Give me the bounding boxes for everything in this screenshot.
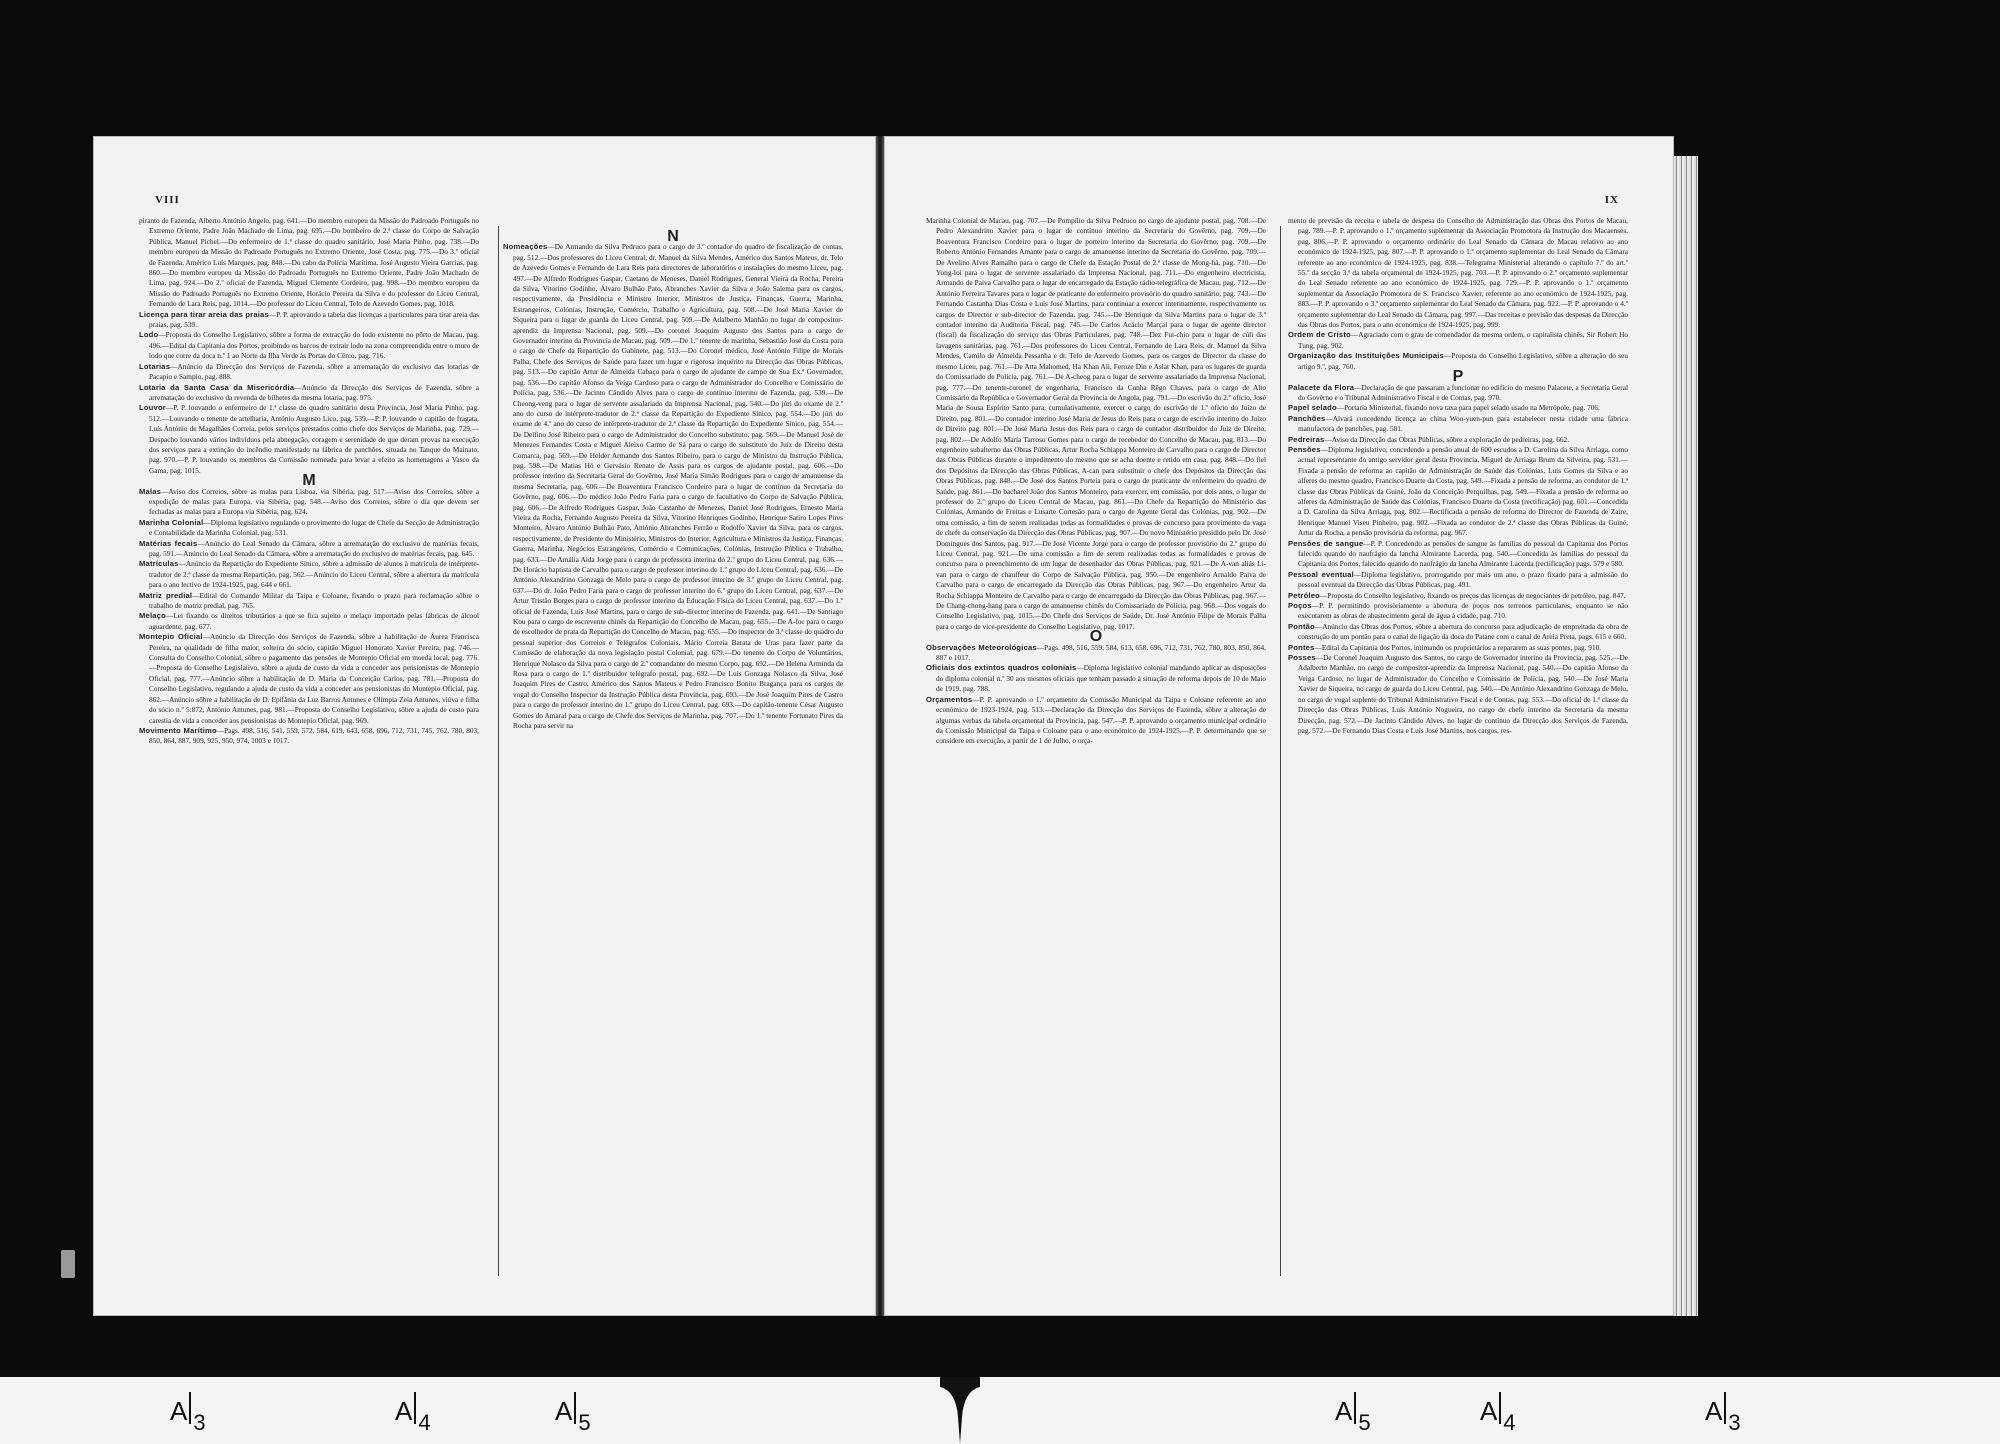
film-mark-letter: A [1705, 1396, 1723, 1426]
film-mark [1480, 1392, 1516, 1436]
entry-body: —Lei fixando os direitos tributários a que se fica sujeito o melaço importado pelas fábricas de álcool aguardente, pag. 677. [149, 611, 479, 631]
film-mark-bar [414, 1392, 416, 1424]
entry-heading: Nomeações [503, 242, 548, 252]
binder-clip [61, 1250, 75, 1278]
index-entry [139, 726, 479, 747]
film-mark-bar [1724, 1392, 1726, 1424]
entry-body: —Agraciado com o grau de comendador da mesma ordem, o capitalista chinês, Sir Robert Ho Tung, pag. 902. [1298, 330, 1628, 350]
film-mark [1335, 1392, 1371, 1436]
right-column-2 [1288, 216, 1628, 736]
film-strip [0, 1377, 2000, 1444]
entry-body: —Edital da Capitania dos Portos, intimando os proprietários a repararem as suas pontes, pag. 910. [1314, 642, 1602, 652]
entry-heading: Orçamentos [926, 694, 973, 704]
film-mark-number: 5 [1358, 1410, 1371, 1435]
entry-heading: Pensões de sangue [1288, 538, 1364, 548]
index-entry [503, 242, 843, 731]
film-mark-number: 4 [1503, 1410, 1516, 1435]
film-mark-number: 5 [578, 1410, 591, 1435]
entry-body: —Pags. 498, 516, 541, 559, 572, 584, 619, 643, 658, 696, 712, 731, 745, 762, 780, 803, 850, 864, 887, 909, 925, 950, 974, 1003 e 1017. [149, 725, 479, 746]
entry-heading: Petróleo [1288, 590, 1320, 600]
section-letter-p: P [1452, 368, 1464, 386]
film-mark-letter: A [1480, 1396, 1498, 1426]
entry-heading: Pontão [1288, 621, 1315, 631]
index-entry [139, 330, 479, 361]
entry-body: —Portaria Ministerial, fixando nova taxa para papel selado usado na Metrópole, pag. 706. [1336, 403, 1600, 413]
entry-body: —Diploma legislativo, concedendo a pensão anual de 600 escudos a D. Carolina da Silva Arriaga, como actual representante do antigo servidor geral desta Provincia, Miguel de Arriaga Brum da Silveira, pag. 531.—Fixada a pensão de reforma ao capitão de Administração de Saúde das Colónias, Luís Gomes da Silva e ao alferes do mesmo quadro, Francisco Duarte da Costa, pag. 549.—Fixada a pensão de reforma, ao condutor de 1.ª classe das Obras Públicas da Guiné, João da Conceição Perquilhas, pag. 549.—Fixada a pensão de reforma ao alferes da Administração de Saúde das Colónias, Francisco Duarte da Costa (rectificação) pag. 601.—Concedida a D. Carolina da Silva Arriaga, pag. 802.—Rectificada a pensão de reforma do Director de Fazenda de Zaire, Henrique Manuel Viseu Pinheiro, pag. 902.—Fixada ao condutor de 2.ª classe das Obras Públicas da Guiné, Artur da Rocha, a pensão provisória da reforma, pag. 967. [1298, 444, 1628, 538]
entry-heading: Palacete da Flora [1288, 382, 1355, 392]
index-entry [139, 310, 479, 331]
film-mark-bar [1354, 1392, 1356, 1424]
film-mark-letter: A [555, 1396, 573, 1426]
index-entry [926, 643, 1266, 664]
index-entry [1288, 653, 1628, 736]
film-mark-bar [1499, 1392, 1501, 1424]
index-entry [1288, 330, 1628, 351]
index-entry [139, 383, 479, 404]
left-page [93, 136, 876, 1316]
book-gutter [876, 136, 884, 1316]
film-mark-number: 4 [418, 1410, 431, 1435]
film-mark-number: 3 [193, 1410, 206, 1435]
left-column-1 [139, 216, 479, 747]
entry-heading: Licença para tirar areia das praias [139, 309, 269, 319]
index-entry [1288, 570, 1628, 591]
left-column-2 [503, 228, 843, 732]
entry-heading: Lotarias [139, 361, 171, 371]
entry-heading: Observações Meteorológicas [926, 642, 1037, 652]
index-entry [139, 611, 479, 632]
entry-body: —Anúncio das Obras dos Portos, sôbre a abertura do concurso para adjudicação de empreitada da obra de construção de um pontão para o canal de ligação da doca do Patane com o canal de Areia Preta, pags. 615 e 660. [1298, 621, 1628, 642]
entry-body: —P. P. aprovando a tabela das licenças a particulares para tirar areia das praias, pag. 539. [149, 309, 479, 330]
index-entry [1288, 591, 1628, 601]
entry-heading: Pedreiras [1288, 434, 1325, 444]
entry-continuation: piranto de Fazenda, Alberto António Angelo, pag. 641.—Do membro europeu da Missão do Padroado Português no Extremo Oriente, Padre João Machado de Lima, pag. 695.—Do bombeiro de 2.ª classe do Corpo de Salvação Pública, Manuel Pichel.—Do enfermeiro de 1.ª classe do quadro sanitário, José Maria Pinho, pag. 738.—Do membro europeu da Missão do Padroado Português no Extremo Oriente, José Costa, pag. 775.—Do 3.º oficial de Fazenda, Américo Luís Marques, pag. 848.—Do cabo da Polícia Marítima, José Augusto Vieira Garcias, pag. 860.—Do membro europeu da Missão do Padroado Português no Extremo Oriente, Padre João Machado de Lima, pag. 924.—Do 2.º oficial de Fazenda, Miguel Clemente Cordeiro, pag. 998.—Do membro europeu da Missão do Padroado Português no Extremo Oriente, Horácio Pereira da Silva e do professor do Liceu Central, Fernando de Lara Reis, pag. 1014.—Do professor do Liceu Central, Telo de Azevedo Gomes, pag. 1018. [139, 216, 479, 309]
index-entry [139, 518, 479, 539]
index-entry [139, 403, 479, 476]
column-rule [498, 226, 499, 1276]
entry-body: —Anúncio da Direcção dos Serviços de Fazenda, sôbre a habilitação de Áurea Francisca Pereira, na qualidade de filha maior, solteira do sócio, capitão Miguel Honorato Xavier Pereira, pag. 746.—Consulta do Conselho Colonial, sôbre o pagamento das pensões de Montepio Oficial em moeda local, pag. 776.—Proposta do Conselho Legislativo, sôbre a ajuda de custo da vida a conceder aos pensionistas de Montepio Oficial, pag. 777.—Anúncio sôbre a habilitação de D. Maria da Conceição Carlos, pag. 781.—Proposta do Conselho Legislativo, regulando a ajuda de custo da vida a conceder aos pensionistas do Montepio Oficial, pag. 862.—Anúncio sôbre a habilitação de D. Epifânia da Luz Barros Antunes e Olímpia Zeia Antunes, viúva e filha do sócio n.º 5:872, António Antunes, pag. 981.—Proposta do Conselho Legislativo, sôbre a ajuda de custo para carestia de vida a conceder aos pensionistas do Montepio Oficial, pag. 969. [149, 632, 480, 725]
entry-body: —Anúncio da Repartição do Expediente Sínico, sôbre a admissão de alunos à matrícula de intérprete-tradutor de 2.ª classe da mesma Repartição, pag. 562.—Anúncio do Liceu Central, sôbre a abertura da matrícula para o ano lectivo de 1924-1925, pag. 644 e 661. [149, 559, 479, 590]
entry-body: —Pags. 498, 516, 559, 584, 613, 658, 696, 712, 731, 762, 780, 803, 850, 864, 887 e 1017. [936, 642, 1267, 663]
entry-body: —Anúncio da Direcção dos Serviços de Fazenda, sôbre a arrematação do exclusivo da revenda de bilhetes da mesma lotaria, pag. 975. [149, 382, 479, 402]
entry-heading: Marinha Colonial [139, 517, 204, 527]
entry-heading: Posses [1288, 653, 1316, 663]
index-entry [1288, 539, 1628, 570]
film-mark [1705, 1392, 1741, 1436]
film-mark-bar [574, 1392, 576, 1424]
right-column-1 [926, 216, 1266, 747]
page-edges [1674, 156, 1698, 1316]
entry-heading: Ordem de Cristo [1288, 330, 1351, 340]
entry-body: —Diploma legislativo, prorrogando por mais um ano, o prazo fixado para a admissão do pessoal eventual da Direcção das Obras Públicas, pag. 491. [1298, 569, 1628, 590]
entry-heading: Lotaria da Santa Casa da Misericórdia [139, 382, 295, 392]
entry-body: —Aviso da Direcção das Obras Públicas, sôbre a exploração de pedreiras, pag. 662. [1324, 434, 1570, 444]
entry-body: —Diploma legislativo colonial mandando aplicar as disposições do diploma colonial n.º 30 aos mesmos oficiais que tenham passado à situação de reforma depois de 10 de Maio de 1919, pag. 788. [936, 663, 1266, 694]
entry-heading: Panchões [1288, 413, 1326, 423]
entry-body: —De Coronel Joaquim Augusto dos Santos, no cargo de Governador interino da Provincia, pag. 525.—De Adalberto Manhão, no cargo de compositor-aprendiz da Imprensa Nacional, pag. 540.—Do capitão Afonso da Veiga Cardoso, no lugar de Administrador do Concelho e Comissário de Polícia, pag. 540.—De José Maria Xavier de Siqueira, no cargo de guarda do Liceu Central, pag. 540.—De António Alexandrino Gonzaga de Melo, no cargo de vogal suplente do Tribunal Administrativo Fiscal e de Contas, pag. 553.—Do oficial de 1.ª classe da Direcção das Obras Públicas, Luís António Nogueira, no cargo de chefe interino da Secretaria da mesma Direcção, pag. 572.—De Jacinto Cândido Alves, no lugar de contínuo da Direcção dos Serviços de Fazenda, pag. 572.—De Fernando Dias Costa e Luís José Martins, nos cargos, res- [1298, 653, 1628, 735]
entry-body: —Anúncio do Leal Senado da Câmara, sôbre a arrematação do exclusivo de matérias fecais, pag. 591.—Anúncio do Leal Senado da Câmara, sôbre a arrematação do exclusivo de matérias fecais, pag. 645. [149, 538, 479, 558]
page-number: VIII [155, 194, 180, 206]
entry-heading: Movimento Marítimo [139, 725, 217, 735]
section-letter-m: M [302, 472, 316, 490]
entry-heading: Pontes [1288, 642, 1315, 652]
index-entry [139, 591, 479, 612]
index-entry [139, 362, 479, 383]
entry-body: —De Armando da Silva Pedruco para o cargo de 3.º contador do quadro de fiscalização de contas, pag. 512.—Dos professores do Liceu Central, dr. Manuel da Silva Mendes, Américo dos Santos Mateus, dr. Telo de Azevedo Gomes e Fernando de Lara Reis para directores de laboratórios e instalações do mesmo Liceu, pag. 497.—De Alfredo Rodrigues Gaspar, Caetano de Meneses, Daniel Rodrigues, General Vieira da Rocha, Pereira da Silva, Vitorino Godinho, Álvaro Bulhão Pato, Abranches Xavier da Silva e João Salema para os cargos, respectivamente, da Presidência e Ministro Interior, Ministros de Justiça, Finanças, Guerra, Marinha, Estrangeiros, Colónias, Instrução, Comércio, Trabalho e Agricultura, pag. 508.—De José Maria Xavier de Siqueira para o lugar de guarda do Liceu Central, pag. 509.—De Adalberto Manhão no lugar de compositor-aprendiz da Imprensa Nacional, pag. 509.—Do coronel Joaquim Augusto dos Santos para o cargo de Governador interino da Provincia de Macau, pag. 509.—De 1.º tenente de marinha, Sebastião José da Costa para o cargo de Chefe da Repartição do Gabinete, pag. 513.—Do Coronel médico, José António Filipe de Morais Palha, Chefe dos Serviços de Saúde para fazer um lugar e rigorosa inquérito na Direcção das Obras Públicas, pag. 513.—Do capitão Artur de Almeida Cabaço para o cargo de ajudante de campo de Sua Ex.ª Governador, pag. 536.—Do capitão Afonso da Veiga Cardoso para o cargo de Administrador do Concelho e Comissário de Polícia, pag. 536.—De Jacinto Cândido Alves para o cargo de contínuo interino de Fazenda, pag. 539.—De Cheong-veng para o lugar de servente assalariado da Imprensa Nacional, pag. 540.—Do júri do exame de 2.º ano do curso de intérprete-tradutor de 2.ª classe da Repartição do Expediente Sínico, pag. 554.—Do júri do exame de 4.º ano do curso de intérprete-tradutor de 2.ª classe da Repartição do Expediente Sínico, pag. 554.—De Delfino José Ribeiro para o cargo de Administrador do Concelho substituto, pag. 569.—De Manuel José de Menezes Fernandes Costa e Miguel Aleixo Carmo de Sá para o cargo de substituto do Juiz de Direito desta Comarca, pag. 569.—De Helder Armando dos Santos Ribeiro, para o cargo de Ministro da Instrução Pública, pag. 598.—De Matias Hó e Gervásio Renato de Assis para os cargos de ajudante postal, pag. 606.—Do professor interino da Secretaria Geral do Govêrno, José Maria Simão Rodrigues para o cargo de amanuense da mesma Secretaria, pag. 606.—De Boaventura Francisco Cordeiro para o lugar de contínuo da Secretaria do Govêrno, pag. 606.—Do médico João Pedro Faria para o cargo de facultativo do Corpo de Salvação Pública, pag. 606.—De Alfredo Rodrigues Gaspar, João Castanho de Menezes, Daniel José Rodrigues, Ernesto Maria Vieira da Rocha, Fernando Augusto Pereira da Silva, Vitorino Henriques Godinho, Henrique Satiro Lopes Pires Monteiro, Álvaro António Bulhão Pato, António Abranches Ferrão e Rodolfo Xavier da Silva, para os cargos, respectivamente, de Presidente do Ministério, Ministros do Interior, Agricultura e Ministros da Justiça, Finanças, Guerra, Marinha, Negócios Estrangeiros, Comércio e Comunicações, Colónias, Instrução Pública e Trabalho, pag. 633.—De Amália Aida Jorge para o cargo de professora interina do 2.º grupo do Liceu Central, pag. 636.—De Horácio baptista de Carvalho para o cargo de professor interino de 1.º grupo do Liceu Central, pag. 636.—De António Alexandrino Gonzaga de Melo para o cargo de professor interino de 3.º grupo do Liceu Central, pag. 637.—Do dr. João Pedro Faria para o cargo de professor interino do 6.º grupo do Liceu Central, pag. 637.—De Artur Tristão Borges para o cargo de professor interino da Educação Física do Liceu Central, pag. 637.—Do 1.º oficial de Fazenda, Luís José Martins, para o cargo de sub-director interino de Fazenda, pag. 641.—De Santiago Kou para o cargo de escrevente chinês da Repartição do Concelho de Macau, pag. 655.—De A-foc para o cargo de escolhedor de prata da Repartição do Concelho de Macau, pag. 655.—Do inspector de 3.ª classe do quadro do pessoal superior dos Correios e Telégrafos Coloniais, Mário Correia Barata de Uras para fazer parte da Comissão de elaboração da nova legislação postal Colonial, pag. 679.—Do tenente do Corpo de Voluntários, Henrique Nolasco da Silva para o cargo de 2.º comandante do mesmo Corpo, pag. 692.—De Helena Arminda da Rosa para o cargo de 1.º distribuidor telégrafo postal, pag. 692.—De Luís Gonzaga Nolasco da Silva, José Joaquim Pires de Castro, Américo dos Santos Mateus e Pedro Francisco Bonito Bragança para os cargos de vogal do Conselho Inspector da Instrução Pública desta Provincia, pag. 693.—De José Joaquim Pires de Castro para o cargo de professor interino do 1.º grupo do Liceu Central, pag. 693.—Do capitão-tenente César Augusto Gomes do Amaral para o cargo de Chefe dos Serviços de Marinha, pag. 707.—Do 1.º tenente Fortunato Pires da Rocha para servir na [513, 242, 843, 731]
entry-heading: Poços [1288, 601, 1312, 611]
entry-continuation: Marinha Colonial de Macau, pag. 707.—De Pompílio da Silva Pedruco no cargo de ajudante postal, pag. 708.—De Pedro Alexandrino Xavier para o lugar de contínuo interino da Secretaria do Govêrno, pag. 709.—De Boaventura Francisco Cordeiro para o lugar de porteiro interino da Secretaria do Govêrno, pag. 709.—De Roberto António Fernandes Amante para o cargo de amanuense interino da Secretaria do Govêrno, pag. 709.—De Avelino Alves Ramalho para o cargo de Chefe da Estação Postal de 2.ª classe de Mong-há, pag. 710.—De Yong-loi para o lugar de servente assalariado da Imprensa Nacional, pag. 711.—Do engenheiro electricista, Armando de Paiva Carvalho para o lugar de encarregado da Estação rádio-telegráfica de Macau, pag. 712.—De António Ferreira Tavares para o lugar de praticante do enfermeiro provisório do quadro sanitário, pag. 743.—De Fernando Castanha Dias Costa e Luís José Martins, para continuar a exercer interinamente, respectivamente os cargos de Director e sub-director de Fazenda, pag. 745.—De Henrique da Silva Martins para o lugar de 3.º contador interino da Auditoria Fiscal, pag. 745.—De Carlos Acácio Marçal para o lugar de agente director (fiscal) da fiscalização do serviço das Obras Particulares, pag. 748.—Dez Fui-chio para o lugar de cúli das lavagens sanitárias, pag. 761.—Dos professores do Liceu Central, Fernando de Lara Reis, dr. Manuel da Silva Mendes, Camilo de Almeida Pessanha e dr. Telo de Azevedo Gomes, para os cargos de Director da classe do mesmo Liceu, pag. 761.—De Atta Mahomed, Ha Khan Ali, Feroze Din e Aslat Khan, para os lugares de guarda do Comissariado de Polícia, pag. 761.—De A-cheog para o lugar de servente assalariado da Imprensa Nacional, pag. 777.—Do tenente-coronel de engenharia, Francisco da Cunha Rêgo Chaves, para o cargo de Alto Comissário da República e Governador Geral da Provincia de Angola, pag. 791.—Do escrivão do 2.º ofício, José Maria de Sousa Espírito Santo para, cumulativamente, exercer o cargo do escrivão de 1.º ofício do Juízo de Direito, pag. 801.—Do contador interino José Maria de Jesus do Reis para o cargo de escrivão interino do Juízo de Direito pag. 801.—De José Maria Jesus dos Reis para o cargo de contador distribuidor do Juiz de Direito, pag. 802.—De Adolfo Maria Tarroso Gomes para o cargo de recebedor do Concelho de Macau, pag. 813.—Do engenheiro subalterno das Obras Públicas, Artur Rocha Schiappa Monteiro de Carvalho para o cargo de Director das Obras Públicas durante o impedimento do mesmo que se acha doente e retido em casa, pag. 848.—Do fiel dos Depósitos da Direcção das Obras Públicas, A-can para substituir o chefe dos Depósitos da Direcção das Obras Públicas, pag. 848.—De José dos Santos Porteia para o cargo de praticante de enfermeiro do quadro de Saúde, pag. 861.—Do bacharel João dos Santos Monteiro, para exercer, em comissão, por dois anos, o lugar de professor do 2.º grupo do Liceu Central de Macau, pag. 861.—Do Chefe da Repartição do Ministério das Colónias, Armando de Freitas e Lusarte Cortesão para o cargo de Agente Geral das Colónias, pag. 902.—De uma comissão, a fim de serem realizadas todas as formalidades e provas de concurso para provimento da vaga de chefe da conservação da Direcção das Obras Públicas, pag. 907.—Do novo Ministério presidido pelo Dr. José Domingues dos Santos, pag. 917.—De José Vicente Jorge para o cargo de professor provisório do 2.º grupo do Liceu Central, pag. 921.—De uma comissão a fim de serem realizadas todas as formalidades e provas de concurso para o preenchimento de um lugar de desenhador das Obras Públicas, pag. 921.—De A-van aliás Li-van para o cargo de chauffeur do Corpo de Salvação Pública, pag. 950.—De engenheiro Arnaldo Paiva de Carvalho para o cargo de encarregado da Direcção das Obras Públicas, pag. 967.—Do engenheiro Artur da Rocha Schiappa Monteiro de Carvalho para o cargo de encarregado da Direcção das Obras Públicas, pag. 967.—De Chang-chong-hang para o cargo de amanuense chinês do Comissariado de Polícia, pag. 968.—Dos vogais do Conselho Legislativo, pag. 1015.—Do Chefe dos Serviços de Saúde, Dr. José António Filipe de Morais Palha para o cargo de vice-presidente do Conselho Legislativo, pag. 1017. [926, 216, 1266, 631]
index-entry [139, 559, 479, 590]
entry-body: —Proposta do Conselho Legislativo, sôbre a forma de extracção do lodo existente no pôrto de Macau, pag. 496.—Edital da Capitania dos Portos, proibindo os barcos de extrair lodo na zona compreendida entre o muro de lodo que corre da doca n.º 1 ao Norte da Ilha Verde às Portas do Cêrco, pag. 716. [149, 330, 479, 361]
index-entry [1288, 601, 1628, 622]
film-mark [170, 1392, 206, 1436]
film-mark [555, 1392, 591, 1436]
film-mark-number: 3 [1728, 1410, 1741, 1435]
entry-heading: Pessoal eventual [1288, 569, 1354, 579]
index-entries [1288, 383, 1628, 737]
index-entry [926, 663, 1266, 694]
index-entries [139, 310, 479, 477]
index-entry [926, 695, 1266, 747]
index-entry [1288, 445, 1628, 539]
index-entry [139, 487, 479, 518]
film-mark-letter: A [170, 1396, 188, 1426]
entry-body: —P. P. louvando o enfermeiro de 1.ª classe do quadro sanitário desta Provincia, José Maria Pinho, pag. 512.—Louvando o tenente de artelharia, António Augusto Lico, pag. 539.—P. P. louvando o capitão de fragata, Luís António de Magalhães Correia, pelos serviços prestados como chefe dos Serviços de Marinha, pag. 729.—Despacho louvando vários indivíduos pela abnegação, coragem e serenidade de que deram provas na execução dos serviços para a extinção do incêndio manifestado na fábrica de panchões, situada no Tanque do Mainato, pag. 970.—P. P. louvando os membros da Comissão nomeada para levar a efeito as homenagens a Vasco da Gama, pag. 1015. [149, 403, 479, 475]
index-entry [1288, 414, 1628, 435]
page-number: IX [1604, 194, 1619, 206]
entry-heading: Montepio Oficial [139, 632, 203, 642]
entry-body: —Alvará concedendo licença ao china Woo-yuen-pun para estabelecer nesta cidade uma fábrica manufactora de panchões, pag. 581. [1298, 413, 1628, 434]
film-mark-letter: A [395, 1396, 413, 1426]
entry-body: —Proposta do Conselho Legislativo, sôbre a alteração do seu artigo 9.º, pag. 760. [1298, 351, 1628, 371]
entry-heading: Melaço [139, 611, 166, 621]
index-entry [1288, 383, 1628, 404]
film-notch [940, 1377, 980, 1444]
entry-heading: Lodo [139, 330, 159, 340]
entry-body: —P. P. Concedendo as pensões de sangue às famílias do pessoal da Capitania dos Portos falecido quando do naufrágio da lancha Almirante Lacerda, pag. 540.—Concedida às famílias do pessoal da Capitania dos Portos, falecido quando do naufrágio da lancha Almirante Lacerda (rectificação) pags. 579 e 580. [1298, 538, 1628, 569]
entry-body: —Edital do Comando Militar da Taipa e Coloane, fixando o prazo para reclamação sôbre o trabalho de matriz predial, pag. 765. [149, 590, 479, 611]
section-letter-o: O [1089, 628, 1103, 646]
index-entries [139, 487, 479, 747]
column-rule [1280, 226, 1281, 1276]
entry-body: —Aviso dos Correios, sôbre as malas para Lisboa, via Sibéria, pag. 517.—Aviso dos Correios, sôbre a expedição de malas para Europa, via Sibéria, pag. 548.—Aviso dos Correios, sôbre o dia que devem ser fechadas as malas para a Europa via Sibéria, pag. 624. [149, 486, 479, 517]
index-entry [1288, 403, 1628, 413]
index-entry [139, 632, 479, 726]
entry-heading: Matérias fecais [139, 538, 198, 548]
entry-heading: Matriz predial [139, 590, 193, 600]
entry-body: —Proposta do Conselho legislativo, fixando os preços das licenças de negociantes de petróleo, pag. 847. [1319, 590, 1626, 600]
index-entries [926, 643, 1266, 747]
entry-body: —P. P. permitindo provisòriamente a abertura de poços nos terrenos particulares, enquanto se não executarem as obras de abastecimento geral de água à cidade, pag. 710. [1298, 601, 1628, 621]
index-entry [139, 539, 479, 560]
entry-continuation: mento de previsão da receita e tabela de despesa do Conselho de Administração das Obras dos Portos de Macau, pag. 789.—P. P. aprovando o 1.º orçamento suplementar da Associação Promotora da Instrução dos Macaenses, pag. 806.—P. P. aprovando o orçamento ordinário do Leal Senado da Câmara de Macau relativo ao ano económico de 1924-1925, pag. 807.—P. P. aprovando o 1.º orçamento suplementar do Leal Senado da Câmara referente ao ano económico de 1924-1925, pag. 838.—Telegrama Ministerial alterando o capítulo 7.º do art.º 55.º da secção 3.ª da tabela orçamental de 1924-1925, pag. 703.—P. P. aprovando o 2.º orçamento suplementar do Leal Senado referente ao ano económico de 1924-1925, pag. 729.—P. P. aprovando o 1.º orçamento suplementar da Associação Promotora de S. Francisco Xavier, referente ao ano económico de 1924-1925, pag. 883.—P. P. aprovando o 3.º orçamento suplementar do Leal Senado da Câmara, pag. 922.—P. P. aprovando o 4.º orçamento suplementar do Leal Senado da Câmara, pag. 997.—Das receitas e previsão das despesas da Direcção das Obras dos Portos, para o ano económico de 1924-1925, pag. 999. [1288, 216, 1628, 330]
entry-heading: Malas [139, 486, 162, 496]
index-entry [1288, 435, 1628, 445]
entry-heading: Oficiais dos extintos quadros coloniais [926, 663, 1077, 673]
film-mark-letter: A [1335, 1396, 1353, 1426]
film-mark [395, 1392, 431, 1436]
entry-heading: Organização das Instituições Municipais [1288, 351, 1444, 361]
index-entry [1288, 622, 1628, 643]
entry-body: —Anúncio da Direcção dos Serviços de Fazenda, sôbre a arrematação do exclusivo das lotarias de Pacapio e Sampio, pag. 888. [149, 361, 479, 382]
right-page [884, 136, 1674, 1316]
entry-body: —Declaração de que passaram a funcionar no edifício do mesmo Palacete, a Secretaria Geral do Govêrno e o Tribunal Administrativo Fiscal e de Contas, pag. 970. [1298, 382, 1628, 402]
index-entry [1288, 643, 1628, 653]
entry-heading: Papel selado [1288, 403, 1337, 413]
entry-body: —P. P. aprovando o 1.º orçamento da Comissão Municipal da Taipa e Coloane referente ao ano económico de 1923-1924, pag. 513.—Declaração da Direcção dos Serviços de Fazenda, sôbre a alteração de algumas verbas da tabela orçamental da Provincia, pag. 547.—P. P. aprovando o orçamento municipal ordinário da Comissão Municipal da Taipa e Coloane para o ano económico de 1924-1925.—P. P. determinando que se considere em execução, a partir de 1 de Julho, o orça- [936, 694, 1266, 746]
entry-body: —Diploma legislativo regulando o provimento do lugar de Chefe da Secção de Administração e Contabilidade da Marinha Colonial, pag. 531. [149, 517, 479, 538]
entry-heading: Pensões [1288, 444, 1321, 454]
index-entries [1288, 330, 1628, 372]
entry-heading: Louvor [139, 403, 166, 413]
film-mark-bar [189, 1392, 191, 1424]
entry-heading: Matrículas [139, 559, 179, 569]
section-letter-n: N [667, 228, 679, 245]
